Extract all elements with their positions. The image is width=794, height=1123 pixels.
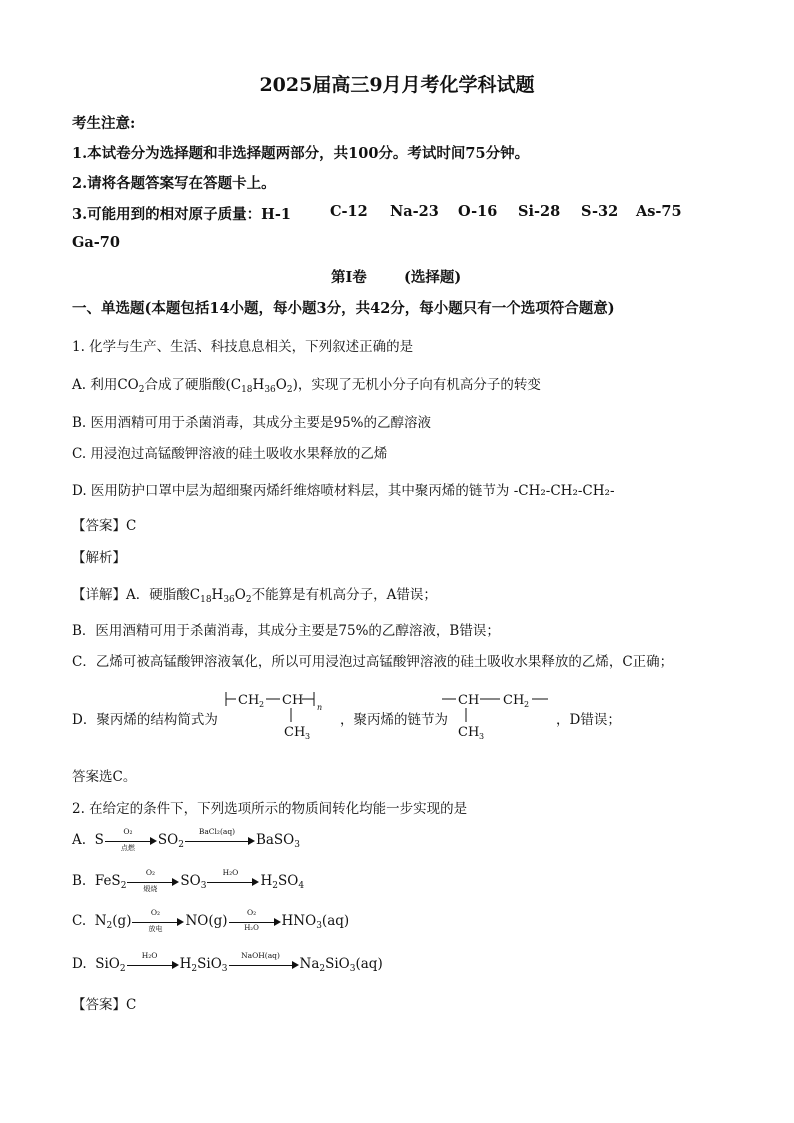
mass-s: S-32 [581, 203, 619, 220]
part-label: 第Ⅰ卷 [331, 269, 367, 286]
q1-option-a: A. 利用$CO_2$合成了硬脂酸$(C_{18}H_{36}O_2)$，实现了无机小分子向有机高分子的转变 [72, 377, 541, 395]
svg-text:CH: CH [282, 693, 304, 708]
svg-text:CH: CH [284, 725, 306, 740]
mass-na: Na-23 [390, 203, 439, 220]
part-type: (选择题) [404, 269, 462, 286]
q1-detail-a: 【详解】A．硬脂酸$C_{18}H_{36}O_2$不能算是有机高分子，A错误； [72, 587, 437, 605]
q1-option-c: C. 用浸泡过高锰酸钾溶液的硅土吸收水果释放的乙烯 [72, 446, 388, 462]
q2-answer: 【答案】C [72, 997, 137, 1013]
reaction-arrow: H₂O [127, 958, 179, 972]
polypropylene-structure [222, 688, 342, 740]
polypropylene-unit [440, 688, 560, 740]
q1-detail-d1: D．聚丙烯的结构简式为 [72, 712, 218, 728]
page-title: 2025届高三9月月考化学科试题 [259, 74, 535, 96]
mass-as: As-75 [636, 203, 682, 220]
q1-detail-c: C．乙烯可被高锰酸钾溶液氧化，所以可用浸泡过高锰酸钾溶液的硅土吸收水果释放的乙烯，C正确； [72, 654, 674, 670]
q2-option-d: D. SiO$_2$ H₂O $H_2SiO_3$ NaOH(aq) $Na_2SiO_3(aq)$ [72, 950, 383, 974]
mass-si: Si-28 [518, 203, 561, 220]
q1-detail-d2: ，聚丙烯的链节为 [340, 712, 448, 728]
mass-o: O-16 [458, 203, 498, 220]
svg-text:n: n [317, 703, 323, 712]
q2-option-b: B. FeS$_2$ O₂ 煅烧 $SO_3$ H₂O $H_2SO_4$ [72, 867, 305, 893]
mass-c: C-12 [330, 203, 368, 220]
q2-stem: 2. 在给定的条件下，下列选项所示的物质间转化均能一步实现的是 [72, 801, 468, 817]
q1-option-d: D. 医用防护口罩中层为超细聚丙烯纤维熔喷材料层，其中聚丙烯的链节为 -CH₂-CH₂-CH₂- [72, 483, 615, 499]
svg-text:3: 3 [305, 732, 311, 740]
q1-detail-b: B．医用酒精可用于杀菌消毒，其成分主要是75%的乙醇溶液，B错误； [72, 623, 500, 639]
notice-item-1: 1.本试卷分为选择题和非选择题两部分，共100分。考试时间75分钟。 [72, 145, 530, 162]
reaction-arrow: O₂ 放电 [132, 915, 184, 929]
q1-answer: 【答案】C [72, 518, 137, 534]
notice-heading: 考生注意: [72, 115, 136, 132]
svg-text:3: 3 [479, 732, 485, 740]
q1-stem: 1. 化学与生产、生活、科技息息相关，下列叙述正确的是 [72, 339, 414, 355]
notice-item-ga: Ga-70 [72, 234, 120, 251]
reaction-arrow: $\frac{\text{O₂}}{\text{H₂O}}$ [229, 915, 281, 929]
q1-detail-d3: ，D错误； [556, 712, 621, 728]
q2-option-c: C. $N_2(g)$ O₂ 放电 NO(g) $\frac{\text{O₂}}{\text{H₂O}}$ $HNO_3(aq)$ [72, 907, 350, 933]
svg-text:CH: CH [458, 725, 480, 740]
reaction-arrow: H₂O [207, 875, 259, 889]
svg-text:CH: CH [238, 693, 260, 708]
q2-option-a: A. S O₂ 点燃 $SO_2$ BaCl₂(aq) BaSO$_3$ [72, 826, 300, 852]
reaction-arrow: BaCl₂(aq) [185, 834, 255, 848]
svg-text:CH: CH [503, 693, 525, 708]
notice-item-2: 2.请将各题答案写在答题卡上。 [72, 175, 276, 192]
svg-text:2: 2 [524, 700, 530, 709]
svg-text:2: 2 [259, 700, 265, 709]
reaction-arrow: O₂ 点燃 [105, 834, 157, 848]
q1-analysis-label: 【解析】 [72, 550, 126, 566]
svg-text:CH: CH [458, 693, 480, 708]
reaction-arrow: O₂ 煅烧 [127, 875, 179, 889]
reaction-arrow: NaOH(aq) [229, 958, 299, 972]
section-heading: 一、单选题(本题包括14小题，每小题3分，共42分，每小题只有一个选项符合题意) [72, 300, 615, 317]
notice-item-3: 3.可能用到的相对原子质量：H-1 [72, 206, 291, 223]
q1-conclusion: 答案选C。 [72, 769, 137, 785]
q1-option-b: B. 医用酒精可用于杀菌消毒，其成分主要是95%的乙醇溶液 [72, 415, 432, 431]
